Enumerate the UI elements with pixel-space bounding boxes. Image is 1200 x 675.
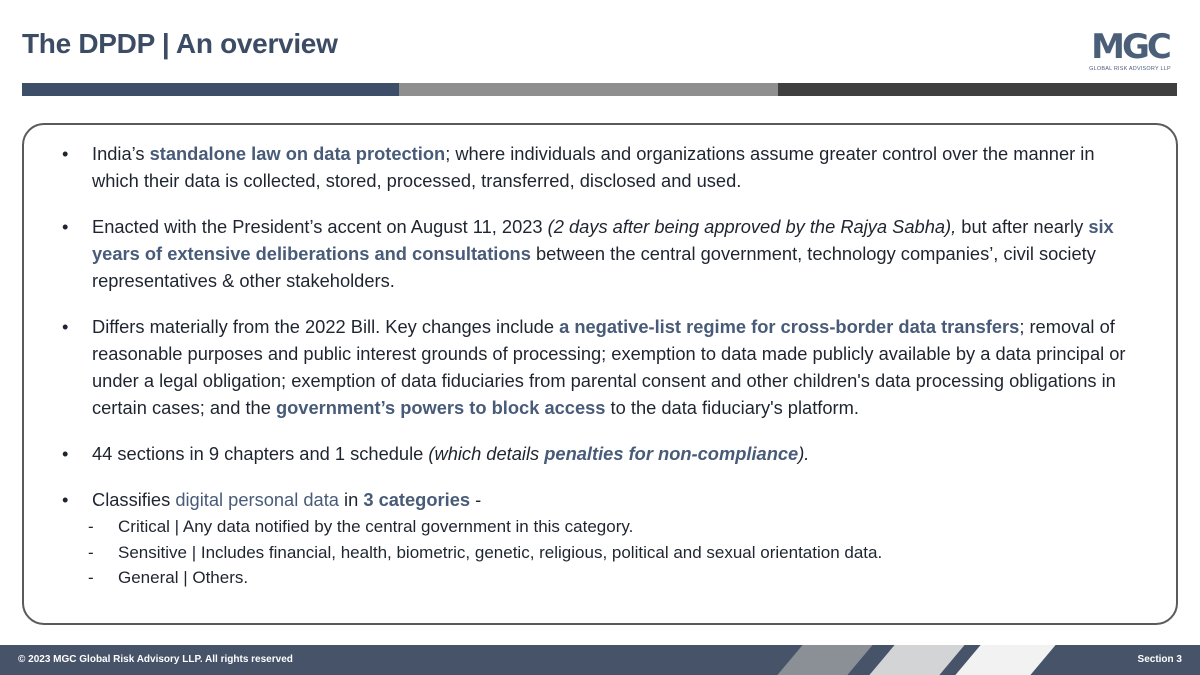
bullet-item-enactment: [60, 213, 1146, 294]
dash-icon: -: [88, 517, 94, 536]
category-sublist: [60, 514, 1146, 591]
bullet-text: in: [338, 489, 364, 510]
footer-stripe: [777, 645, 872, 675]
footer-stripe: [955, 645, 1055, 675]
bullet-dot-icon: •: [62, 443, 69, 464]
footer-bar: [0, 645, 1200, 675]
bullet-highlight: digital personal data: [175, 489, 339, 510]
header-divider-bar: [22, 83, 1177, 96]
bullet-highlight: a negative-list regime for cross-border data transfers: [559, 316, 1020, 337]
bullet-text: 44 sections in 9 chapters and 1 schedule: [92, 443, 429, 464]
footer-stripe: [869, 645, 964, 675]
bullet-highlight: 3 categories: [363, 489, 471, 510]
bullet-item-differences: [60, 313, 1146, 421]
dash-icon: -: [88, 568, 94, 587]
bullet-dot-icon: •: [62, 143, 69, 164]
header-bar-segment-dark: [778, 83, 1177, 96]
bullet-highlight: standalone law on data protection: [149, 143, 446, 164]
category-text: Sensitive | Includes financial, health, biometric, genetic, religious, political and sexual orientation data.: [118, 542, 883, 562]
content-panel: [22, 123, 1178, 625]
bullet-text: Differs materially from the 2022 Bill. Key changes include: [92, 316, 560, 337]
bullet-highlight: penalties for non-compliance: [544, 443, 799, 464]
bullet-italic: ).: [798, 443, 810, 464]
bullet-text: to the data fiduciary's platform.: [605, 397, 859, 418]
logo-mark: MGC: [1091, 27, 1169, 67]
category-item-sensitive: [60, 540, 1146, 566]
bullet-text: but after nearly: [956, 216, 1089, 237]
bullet-dot-icon: •: [62, 489, 69, 510]
page-title: The DPDP | An overview: [22, 28, 338, 59]
bullet-italic: (which details: [428, 443, 545, 464]
bullet-dot-icon: •: [62, 216, 69, 237]
footer-section-number: Section 3: [1137, 654, 1182, 665]
bullet-text: India’s: [92, 143, 150, 164]
category-item-critical: [60, 514, 1146, 540]
header-bar-segment-blue: [22, 83, 399, 96]
logo-subtitle: GLOBAL RISK ADVISORY LLP: [1089, 66, 1171, 72]
bullet-dot-icon: •: [62, 316, 69, 337]
category-item-general: [60, 565, 1146, 591]
bullet-italic: (2 days after being approved by the Rajya Sabha),: [547, 216, 957, 237]
bullet-text: ; where individuals and organizations assume greater control over the manner in which their data is collected, stored, processed, transferred, disclosed and used.: [92, 143, 1095, 191]
mgc-logo: [1084, 27, 1176, 72]
dash-icon: -: [88, 542, 94, 562]
category-text: General | Others.: [118, 568, 249, 587]
category-text: Critical | Any data notified by the central government in this category.: [118, 517, 634, 536]
bullet-list: [60, 140, 1146, 591]
bullet-text: Enacted with the President’s accent on August 11, 2023: [92, 216, 548, 237]
bullet-highlight: government’s powers to block access: [275, 397, 606, 418]
header-bar-segment-gray: [399, 83, 778, 96]
bullet-highlight: six years of extensive deliberations and consultations: [92, 216, 1114, 264]
bullet-text: ; removal of reasonable purposes and public interest grounds of processing; exemption to data made publicly available by a data principal or under a legal obligation; exemption of data fiduciaries from parental consent and other children's data processing obligations in certain cases; and the: [92, 316, 1126, 418]
bullet-text: between the central government, technology companies’, civil society representatives & other stakeholders.: [92, 243, 1096, 291]
bullet-item-standalone-law: [60, 140, 1146, 194]
bullet-text: Classifies: [92, 489, 176, 510]
bullet-item-categories: [60, 486, 1146, 591]
footer-copyright: © 2023 MGC Global Risk Advisory LLP. All rights reserved: [18, 654, 293, 665]
bullet-text: -: [470, 489, 482, 510]
bullet-item-sections: [60, 440, 1146, 467]
